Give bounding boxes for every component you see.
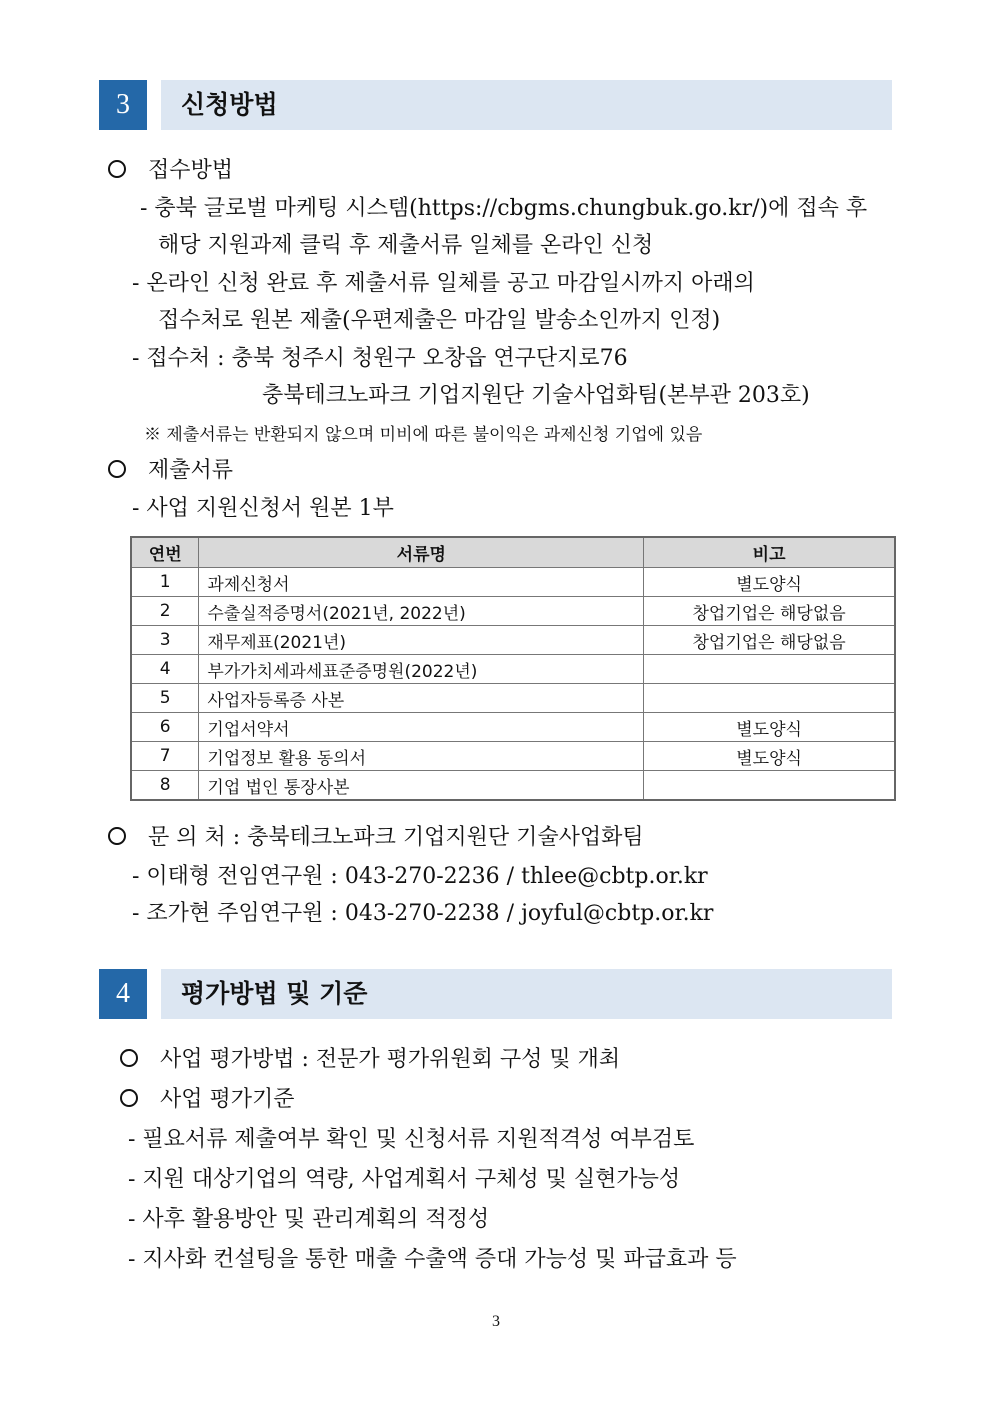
method-text: 사업 평가방법 : 전문가 평가위원회 구성 및 개최: [160, 1047, 621, 1072]
table-cell: 창업기업은 해당없음: [644, 626, 895, 655]
section-number: 3: [99, 80, 147, 130]
criteria-heading: [120, 1085, 295, 1115]
table-row: [131, 713, 895, 742]
table-cell: 과제신청서: [199, 568, 644, 597]
section-number: 4: [99, 969, 147, 1019]
table-cell: 재무제표(2021년): [199, 626, 644, 655]
circle-bullet-icon: [120, 1089, 138, 1107]
documents-table: [130, 536, 896, 801]
table-row: [131, 771, 895, 801]
table-cell: 3: [131, 626, 199, 655]
documents-sub: - 사업 지원신청서 원본 1부: [132, 496, 394, 521]
table-cell: [644, 655, 895, 684]
table-cell: 별도양식: [644, 742, 895, 771]
circle-bullet-icon: [108, 827, 126, 845]
table-cell: 1: [131, 568, 199, 597]
column-header: 연번: [131, 537, 199, 568]
table-header-row: [131, 537, 895, 568]
receipt-line-4: 접수처로 원본 제출(우편제출은 마감일 발송소인까지 인정): [158, 308, 721, 333]
table-cell: 사업자등록증 사본: [199, 684, 644, 713]
table-cell: 기업 법인 통장사본: [199, 771, 644, 801]
table-row: [131, 655, 895, 684]
section-3-header: [99, 80, 892, 130]
table-cell: 창업기업은 해당없음: [644, 597, 895, 626]
table-row: [131, 626, 895, 655]
table-cell: 별도양식: [644, 713, 895, 742]
table-cell: 4: [131, 655, 199, 684]
receipt-line-6: 충북테크노파크 기업지원단 기술사업화팀(본부관 203호): [262, 383, 810, 408]
heading-text: 문 의 처 : 충북테크노파크 기업지원단 기술사업화팀: [148, 825, 644, 850]
evaluation-method: [120, 1045, 620, 1075]
table-cell: [644, 684, 895, 713]
table-row: [131, 597, 895, 626]
receipt-line-1: - 충북 글로벌 마케팅 시스템(https://cbgms.chungbuk.go.kr/)에 접속 후: [140, 196, 868, 221]
table-cell: 5: [131, 684, 199, 713]
heading-text: 사업 평가기준: [160, 1087, 295, 1112]
section-title: 평가방법 및 기준: [181, 979, 368, 1008]
table-cell: 기업정보 활용 동의서: [199, 742, 644, 771]
table-cell: 별도양식: [644, 568, 895, 597]
table-cell: 부가가치세과세표준증명원(2022년): [199, 655, 644, 684]
criteria-item: - 지원 대상기업의 역량, 사업계획서 구체성 및 실현가능성: [128, 1167, 681, 1192]
table-row: [131, 742, 895, 771]
contact-line-2: - 조가현 주임연구원 : 043-270-2238 / joyful@cbtp.or.kr: [132, 901, 714, 926]
documents-heading: [108, 456, 233, 486]
criteria-item: - 필요서류 제출여부 확인 및 신청서류 지원적격성 여부검토: [128, 1127, 695, 1152]
table-cell: 2: [131, 597, 199, 626]
table-cell: 8: [131, 771, 199, 801]
circle-bullet-icon: [108, 160, 126, 178]
column-header: 비고: [644, 537, 895, 568]
table-cell: 기업서약서: [199, 713, 644, 742]
receipt-line-5: - 접수처 : 충북 청주시 청원구 오창읍 연구단지로76: [132, 346, 628, 371]
circle-bullet-icon: [108, 460, 126, 478]
contact-line-1: - 이태형 전임연구원 : 043-270-2236 / thlee@cbtp.or.kr: [132, 864, 708, 889]
heading-text: 접수방법: [148, 158, 234, 183]
heading-text: 제출서류: [148, 458, 234, 483]
page-number: 3: [492, 1313, 500, 1330]
section-title: 신청방법: [181, 90, 278, 119]
circle-bullet-icon: [120, 1049, 138, 1067]
contact-heading: [108, 823, 644, 853]
receipt-line-2: 해당 지원과제 클릭 후 제출서류 일체를 온라인 신청: [158, 233, 654, 258]
table-row: [131, 568, 895, 597]
table-cell: [644, 771, 895, 801]
submission-note: ※ 제출서류는 반환되지 않으며 미비에 따른 불이익은 과제신청 기업에 있음: [144, 425, 703, 445]
table-cell: 수출실적증명서(2021년, 2022년): [199, 597, 644, 626]
receipt-line-3: - 온라인 신청 완료 후 제출서류 일체를 공고 마감일시까지 아래의: [132, 271, 755, 296]
table-cell: 6: [131, 713, 199, 742]
table-row: [131, 684, 895, 713]
table-cell: 7: [131, 742, 199, 771]
section-4-header: [99, 969, 892, 1019]
column-header: 서류명: [199, 537, 644, 568]
criteria-item: - 사후 활용방안 및 관리계획의 적정성: [128, 1207, 490, 1232]
criteria-item: - 지사화 컨설팅을 통한 매출 수출액 증대 가능성 및 파급효과 등: [128, 1247, 737, 1272]
receipt-method-heading: [108, 156, 233, 186]
